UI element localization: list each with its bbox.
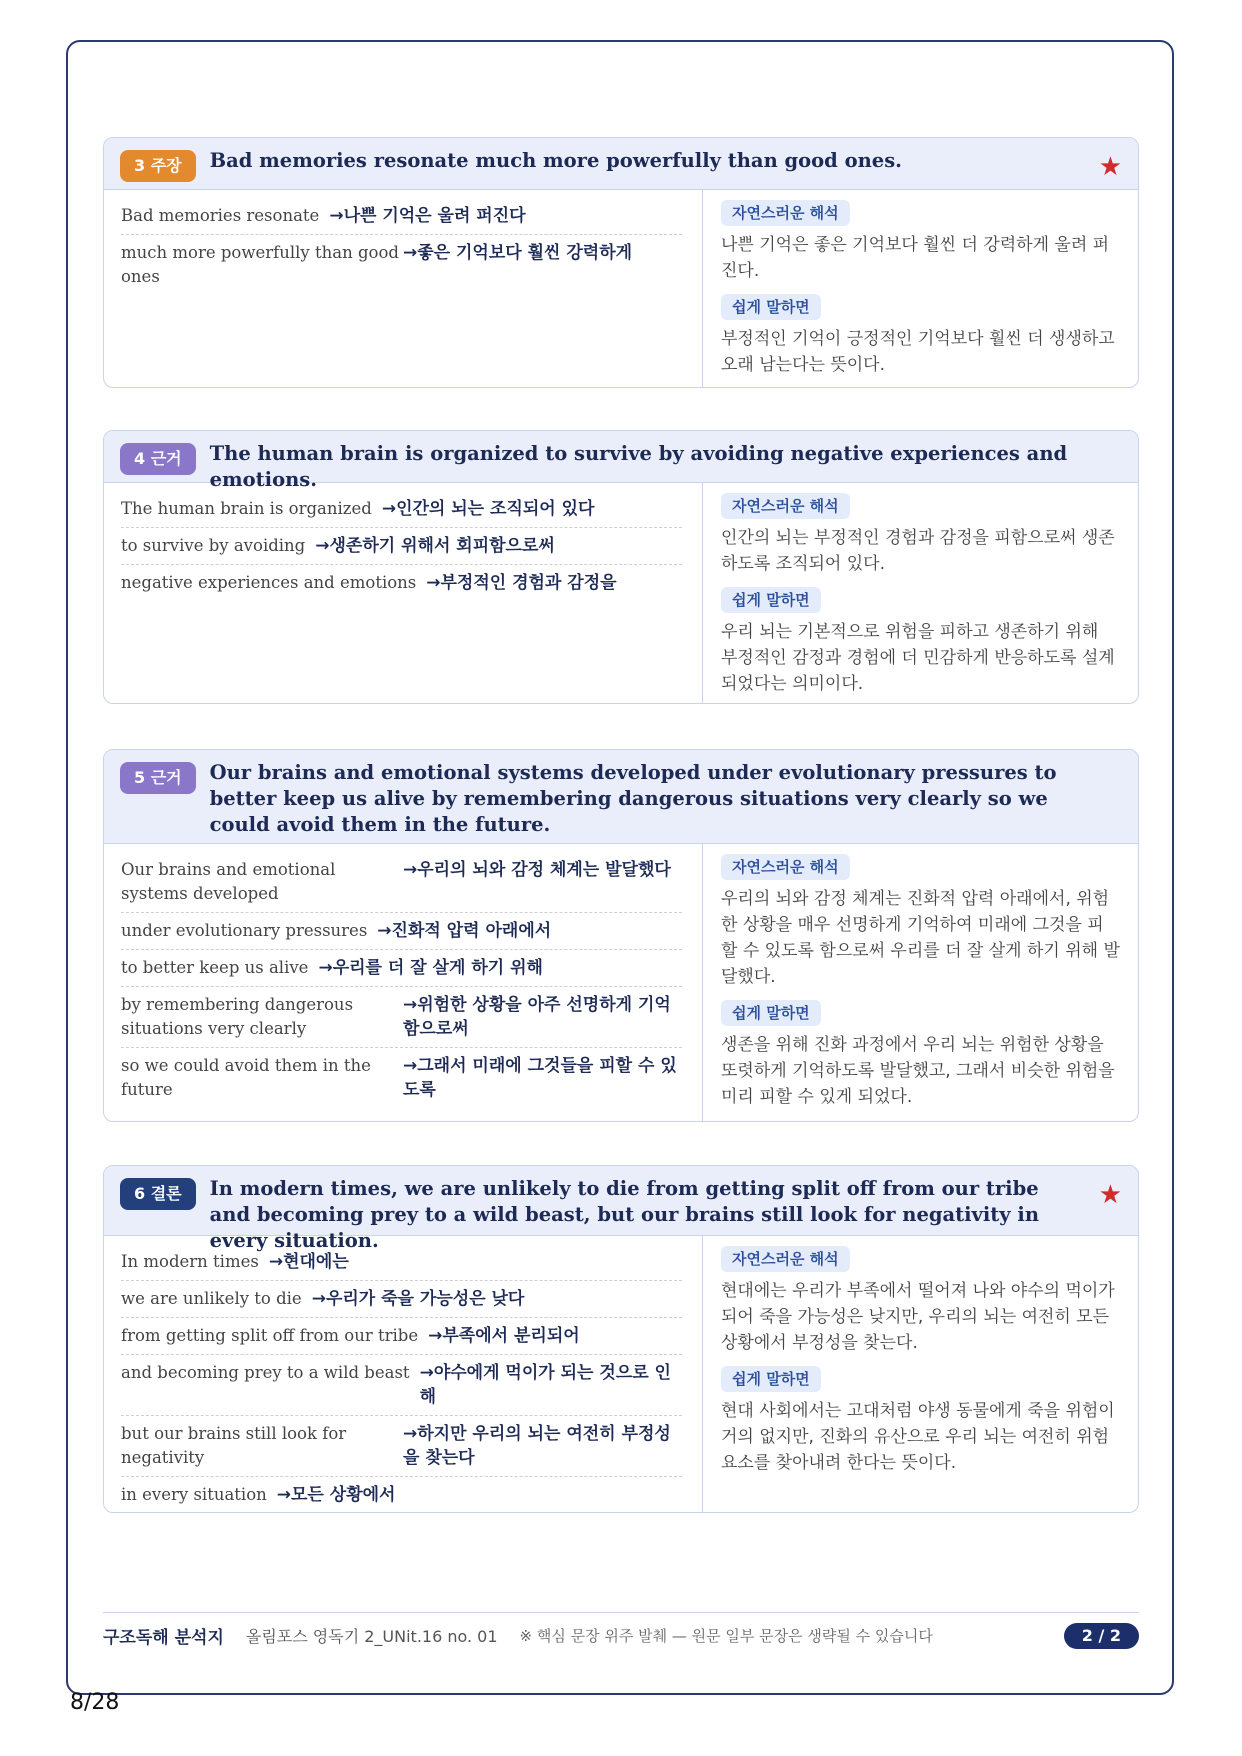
chunk-ko: →현대에는 — [268, 1252, 349, 1272]
sentence-heading: Our brains and emotional systems developed under evolutionary pressures to better keep us alive by remembering dangerous situations very clearly so we could avoid them in the future. — [209, 761, 1057, 836]
chunk-row — [121, 1048, 682, 1108]
chunk-ko: →나쁜 기억은 울려 퍼진다 — [329, 206, 526, 226]
natural-translation-label: 자연스러운 해석 — [721, 1246, 850, 1272]
chunk-list — [104, 483, 703, 704]
chunk-en: negative experiences and emotions — [121, 573, 417, 592]
card-header — [104, 138, 1138, 190]
footer-page-badge: 2 / 2 — [1064, 1623, 1139, 1649]
natural-translation-label: 자연스러운 해석 — [721, 493, 850, 519]
chunk-row — [121, 491, 682, 528]
sentence-card-6 — [103, 1165, 1139, 1513]
sentence-card-3 — [103, 137, 1139, 388]
chunk-en: so we could avoid them in the future — [121, 1056, 371, 1099]
sentence-card-5 — [103, 749, 1139, 1122]
natural-translation: 인간의 뇌는 부정적인 경험과 감정을 피함으로써 생존하도록 조직되어 있다. — [721, 528, 1115, 574]
chunk-list — [104, 1236, 703, 1513]
chunk-ko: →진화적 압력 아래에서 — [377, 921, 552, 941]
chunk-ko: →부정적인 경험과 감정을 — [426, 573, 617, 593]
chunk-ko: →야수에게 먹이가 되는 것으로 인해 — [419, 1363, 671, 1407]
simple-explanation-label: 쉽게 말하면 — [721, 294, 821, 320]
sentence-heading: In modern times, we are unlikely to die from getting split off from our tribe and becoming prey to a wild beast, but our brains still look for negativity in every situation. — [209, 1177, 1039, 1252]
chunk-row — [121, 1281, 682, 1318]
simple-explanation-label: 쉽게 말하면 — [721, 587, 821, 613]
chunk-en: in every situation — [121, 1485, 267, 1504]
simple-explanation: 현대 사회에서는 고대처럼 야생 동물에게 죽을 위험이 거의 없지만, 진화의 유산으로 우리 뇌는 여전히 위험 요소를 찾아내려 한다는 뜻이다. — [721, 1401, 1115, 1473]
chunk-en: but our brains still look for negativity — [121, 1424, 347, 1467]
chunk-ko: →위험한 상황을 아주 선명하게 기억함으로써 — [403, 995, 671, 1039]
chunk-row — [121, 198, 682, 235]
chunk-list — [104, 844, 703, 1122]
chunk-ko: →인간의 뇌는 조직되어 있다 — [381, 499, 595, 519]
chunk-en: and becoming prey to a wild beast — [121, 1363, 410, 1382]
page-counter: 8/28 — [70, 1690, 120, 1715]
chunk-en: by remembering dangerous situations very clearly — [121, 995, 354, 1038]
simple-explanation: 우리 뇌는 기본적으로 위험을 피하고 생존하기 위해 부정적인 감정과 경험에 더 민감하게 반응하도록 설계되었다는 의미이다. — [721, 622, 1115, 694]
simple-explanation-label: 쉽게 말하면 — [721, 1366, 821, 1392]
chunk-row — [121, 235, 682, 295]
chunk-en: Bad memories resonate — [121, 206, 320, 225]
chunk-row — [121, 1318, 682, 1355]
role-badge: 5 근거 — [120, 762, 196, 794]
chunk-en: to better keep us alive — [121, 958, 309, 977]
chunk-en: from getting split off from our tribe — [121, 1326, 419, 1345]
chunk-ko: →하지만 우리의 뇌는 여전히 부정성을 찾는다 — [403, 1424, 671, 1468]
chunk-en: The human brain is organized — [121, 499, 372, 518]
chunk-row — [121, 1355, 682, 1416]
footer-note: ※ 핵심 문장 위주 발췌 — 원문 일부 문장은 생략될 수 있습니다 — [519, 1626, 933, 1645]
sentence-card-4 — [103, 430, 1139, 704]
chunk-en: much more powerfully than good ones — [121, 243, 399, 286]
chunk-ko: →우리의 뇌와 감정 체계는 발달했다 — [403, 860, 671, 880]
translation-panel — [703, 190, 1138, 388]
chunk-row — [121, 913, 682, 950]
natural-translation: 우리의 뇌와 감정 체계는 진화적 압력 아래에서, 위험한 상황을 매우 선명하게 기억하여 미래에 그것을 피할 수 있도록 함으로써 우리를 더 잘 살게 하기 위해 발달했다. — [721, 889, 1120, 987]
natural-translation: 현대에는 우리가 부족에서 떨어져 나와 야수의 먹이가 되어 죽을 가능성은 낮지만, 우리의 뇌는 여전히 모든 상황에서 부정성을 찾는다. — [721, 1281, 1115, 1353]
chunk-list — [104, 190, 703, 388]
card-header — [104, 431, 1138, 491]
chunk-row — [121, 987, 682, 1048]
simple-explanation: 부정적인 기억이 긍정적인 기억보다 훨씬 더 생생하고 오래 남는다는 뜻이다. — [721, 329, 1115, 375]
chunk-ko: →우리를 더 잘 살게 하기 위해 — [318, 958, 543, 978]
chunk-en: Our brains and emotional systems developed — [121, 860, 336, 903]
chunk-ko: →생존하기 위해서 회피함으로써 — [315, 536, 555, 556]
star-icon: ★ — [1098, 152, 1122, 182]
page-footer — [103, 1612, 1139, 1657]
translation-panel — [703, 844, 1138, 1122]
chunk-en: to survive by avoiding — [121, 536, 306, 555]
footer-title: 구조독해 분석지 — [103, 1627, 224, 1648]
role-badge: 4 근거 — [120, 443, 196, 475]
chunk-row — [121, 528, 682, 565]
chunk-en: In modern times — [121, 1252, 259, 1271]
chunk-row — [121, 565, 682, 601]
natural-translation-label: 자연스러운 해석 — [721, 854, 850, 880]
chunk-row — [121, 950, 682, 987]
card-header — [104, 750, 1138, 844]
role-badge: 6 결론 — [120, 1178, 196, 1210]
star-icon: ★ — [1098, 1180, 1122, 1210]
chunk-ko: →우리가 죽을 가능성은 낮다 — [311, 1289, 525, 1309]
chunk-ko: →좋은 기억보다 훨씬 강력하게 — [403, 243, 633, 263]
translation-panel — [703, 1236, 1138, 1513]
footer-source: 올림포스 영독기 2_UNit.16 no. 01 — [245, 1626, 498, 1646]
chunk-ko: →부족에서 분리되어 — [428, 1326, 580, 1346]
role-badge: 3 주장 — [120, 150, 196, 182]
sentence-heading: Bad memories resonate much more powerfully than good ones. — [209, 149, 902, 172]
natural-translation-label: 자연스러운 해석 — [721, 200, 850, 226]
chunk-row — [121, 1416, 682, 1477]
sentence-heading: The human brain is organized to survive by avoiding negative experiences and emotions. — [209, 442, 1068, 491]
chunk-row — [121, 852, 682, 913]
chunk-row — [121, 1477, 682, 1513]
chunk-en: we are unlikely to die — [121, 1289, 302, 1308]
chunk-ko: →그래서 미래에 그것들을 피할 수 있도록 — [403, 1056, 677, 1100]
simple-explanation: 생존을 위해 진화 과정에서 우리 뇌는 위험한 상황을 또렷하게 기억하도록 발달했고, 그래서 비슷한 위험을 미리 피할 수 있게 되었다. — [721, 1035, 1115, 1107]
chunk-en: under evolutionary pressures — [121, 921, 368, 940]
natural-translation: 나쁜 기억은 좋은 기억보다 훨씬 더 강력하게 울려 퍼진다. — [721, 235, 1110, 281]
card-header — [104, 1166, 1138, 1252]
simple-explanation-label: 쉽게 말하면 — [721, 1000, 821, 1026]
chunk-ko: →모든 상황에서 — [276, 1485, 396, 1505]
translation-panel — [703, 483, 1138, 704]
